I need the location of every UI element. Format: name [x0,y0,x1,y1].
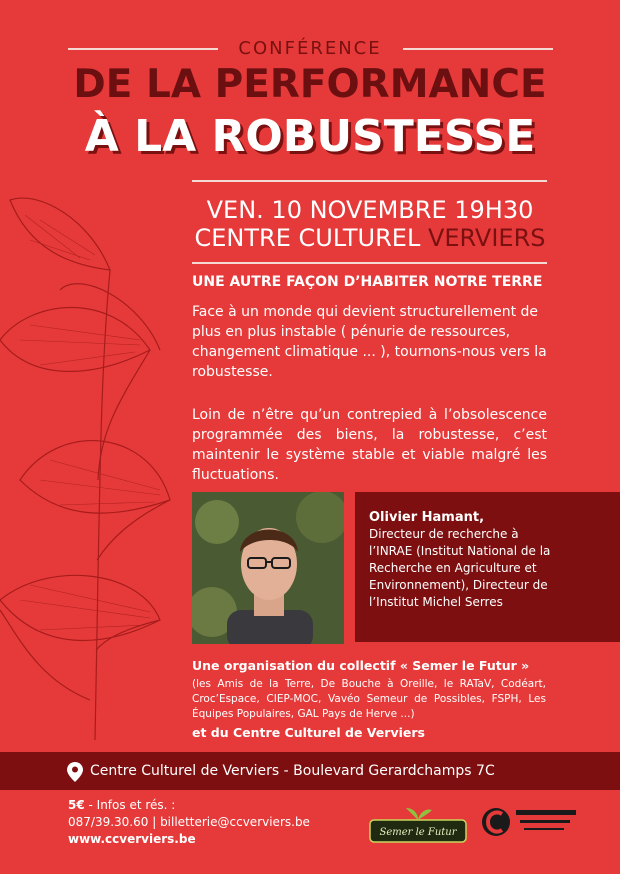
organiser-heading: Une organisation du collectif « Semer le Futur » [192,658,530,673]
date-rule-bottom [192,262,547,264]
location-pin-icon [67,762,83,782]
organiser-co: et du Centre Culturel de Verviers [192,725,425,740]
website-link[interactable]: www.ccverviers.be [68,832,196,846]
event-address: Centre Culturel de Verviers - Boulevard Gerardchamps 7C [90,763,495,779]
date-rule-top [192,180,547,182]
title-line-1: DE LA PERFORMANCE [73,62,547,107]
organiser-list: (les Amis de la Terre, De Bouche à Oreille, le RATaV, Codéart, Croc’Espace, CIEP-MOC, Vavéo Semeur de Possibles, FSPH, Les Équipes Populaires, GAL Pays de Herve ...) [192,678,546,720]
contact-separator: | [148,815,161,829]
ginkgo-leaf-illustration [0,180,200,740]
price-line [68,798,388,812]
price-label: - Infos et rés. : [84,798,176,812]
event-type-label: CONFÉRENCE [238,38,382,59]
venue-highlight: VERVIERS [427,224,546,252]
semer-logo-text: Semer le Futur [379,827,457,838]
paragraph-1: Face à un monde qui devient structurellement de plus en plus instable ( pénurie de ressources, changement climatique ... ), tournons-nous vers la robustesse. [192,304,547,380]
section-subhead: UNE AUTRE FAÇON D’HABITER NOTRE TERRE [192,274,543,290]
event-date: VEN. 10 NOVEMBRE 19H30 [206,196,534,224]
title-line-2: À LA ROBUSTESSE [84,111,536,162]
email-link[interactable]: billetterie@ccverviers.be [160,815,310,829]
semer-le-futur-logo [368,804,468,844]
venue-prefix: CENTRE CULTUREL [194,224,428,252]
paragraph-2: Loin de n’être qu’un contrepied à l’obsolescence programmée des biens, la robustesse, c’est maintenir le système stable et viable malgré les fluctuations. [192,407,547,483]
price: 5€ [68,798,85,812]
centre-culturel-verviers-logo [480,800,580,846]
contact-line [68,815,388,829]
speaker-name: Olivier Hamant, [369,510,485,525]
event-venue [190,224,550,252]
speaker-photo [192,492,344,644]
speaker-description: Directeur de recherche à l’INRAE (Institut National de la Recherche en Agriculture et Environnement), Directeur de l’Institut Michel Serres [369,527,551,609]
speaker-bio [369,509,559,611]
phone-number[interactable]: 087/39.30.60 [68,815,149,829]
